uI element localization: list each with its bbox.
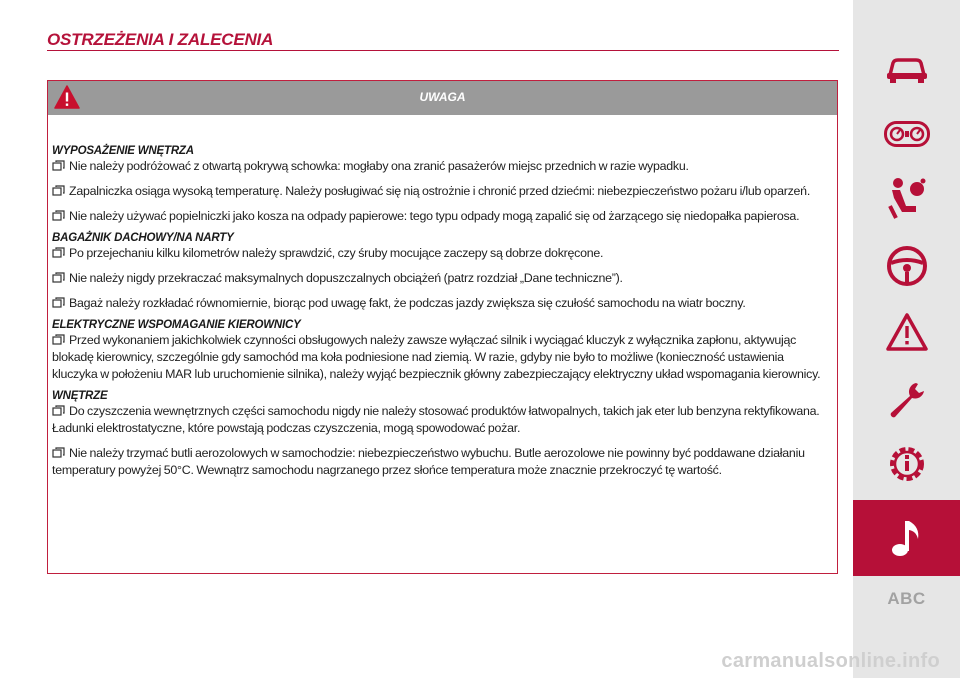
sidebar-item-technical-data[interactable] [853,434,960,494]
warning-item [52,445,831,479]
info-gear-icon [885,442,929,486]
music-note-icon [890,517,924,559]
warning-box [47,80,838,574]
warning-section [52,232,831,312]
warning-item-text: Nie należy trzymać butli aerozolowych w samochodzie: niebezpieczeństwo wybuchu. Butle aerozolowe nie powinny być poddawane działaniu temperatury powyżej 50°C. Wewnątrz samochodu nagrzanego przez słońce temperatura może znacznie przekroczyć tę wartość. [52,446,805,477]
warning-item-text: Nie należy podróżować z otwartą pokrywą schowka: mogłaby ona zranić pasażerów miejsc przednich w razie wypadku. [69,159,689,173]
sidebar-item-driving[interactable] [853,236,960,296]
warning-item-text: Nie należy nigdy przekraczać maksymalnych dopuszczalnych obciążeń (patrz rozdział „Dane techniczne”). [69,271,623,285]
warning-item-text: Po przejechaniu kilku kilometrów należy sprawdzić, czy śruby mocujące zaczepy są dobrze dokręcone. [69,246,604,260]
checkbox-bullet-icon [52,446,65,457]
sidebar [853,0,960,678]
warning-section [52,145,831,225]
steering-wheel-icon [886,245,928,287]
sidebar-item-maintenance[interactable] [853,370,960,430]
warning-item [52,183,831,200]
section-heading: ELEKTRYCZNE WSPOMAGANIE KIEROWNICY [52,319,301,331]
warning-item [52,158,831,175]
warning-item [52,245,831,262]
checkbox-bullet-icon [52,271,65,282]
page-title: OSTRZEŻENIA I ZALECENIA [47,30,274,49]
section-heading: WNĘTRZE [52,390,108,402]
warning-item [52,403,831,437]
warning-item [52,208,831,225]
checkbox-bullet-icon [52,296,65,307]
warning-title: UWAGA [419,90,466,104]
warning-item-text: Bagaż należy rozkładać równomiernie, biorąc pod uwagę fakt, że podczas jazdy zwiększa się czułość samochodu na wiatr boczny. [69,296,746,310]
sidebar-item-warnings[interactable] [853,302,960,362]
seat-airbag-icon [886,176,928,220]
warning-item-text: Do czyszczenia wewnętrznych części samochodu nigdy nie należy stosować produktów łatwopalnych, takich jak eter lub benzyna rektyfikowana. Ładunki elektrostatyczne, które powstają podczas czyszczenia, mogą spowodować pożar. [52,404,820,435]
checkbox-bullet-icon [52,184,65,195]
wrench-icon [886,379,928,421]
warning-item-text: Nie należy używać popielniczki jako kosza na odpady papierowe: tego typu odpady mogą zapalić się od żarzącego się niedopałka papierosa. [69,209,800,223]
section-heading: BAGAŻNIK DACHOWY/NA NARTY [52,232,234,244]
checkbox-bullet-icon [52,209,65,220]
warning-item [52,295,831,312]
sidebar-item-index[interactable]: ABC [887,589,926,608]
car-icon [884,55,930,85]
warning-item [52,332,831,383]
warning-header [48,81,837,115]
warning-triangle-icon [885,312,929,352]
sidebar-item-car[interactable] [853,40,960,100]
warning-section [52,390,831,479]
checkbox-bullet-icon [52,404,65,415]
dashboard-gauges-icon [884,121,930,147]
title-divider [47,50,839,51]
watermark: carmanualsonline.info [721,650,940,672]
warning-item-text: Przed wykonaniem jakichkolwiek czynności obsługowych należy zawsze wyłączać silnik i wyciągać kluczyk z wyłącznika zapłonu, aktywując blokadę kierownicy, szczególnie gdy samochód ma koła podniesione nad ziemią. W razie, gdyby nie było to możliwe (konieczność ustawienia kluczyka w położeniu MAR lub uruchomienie silnika), należy wyjąć bezpiecznik główny zabezpieczający elektryczny układ wspomagania kierownicy. [52,333,821,381]
warning-section [52,319,831,383]
checkbox-bullet-icon [52,333,65,344]
sidebar-item-multimedia[interactable] [853,500,960,576]
checkbox-bullet-icon [52,159,65,170]
checkbox-bullet-icon [52,246,65,257]
warning-item-text: Zapalniczka osiąga wysoką temperaturę. Należy posługiwać się nią ostrożnie i chronić przed dziećmi: niebezpieczeństwo pożaru i/lub oparzeń. [69,184,811,198]
sidebar-item-safety[interactable] [853,168,960,228]
section-heading: WYPOSAŻENIE WNĘTRZA [52,145,194,157]
warning-item [52,270,831,287]
sidebar-item-dashboard[interactable] [853,104,960,164]
warning-content [52,145,831,486]
